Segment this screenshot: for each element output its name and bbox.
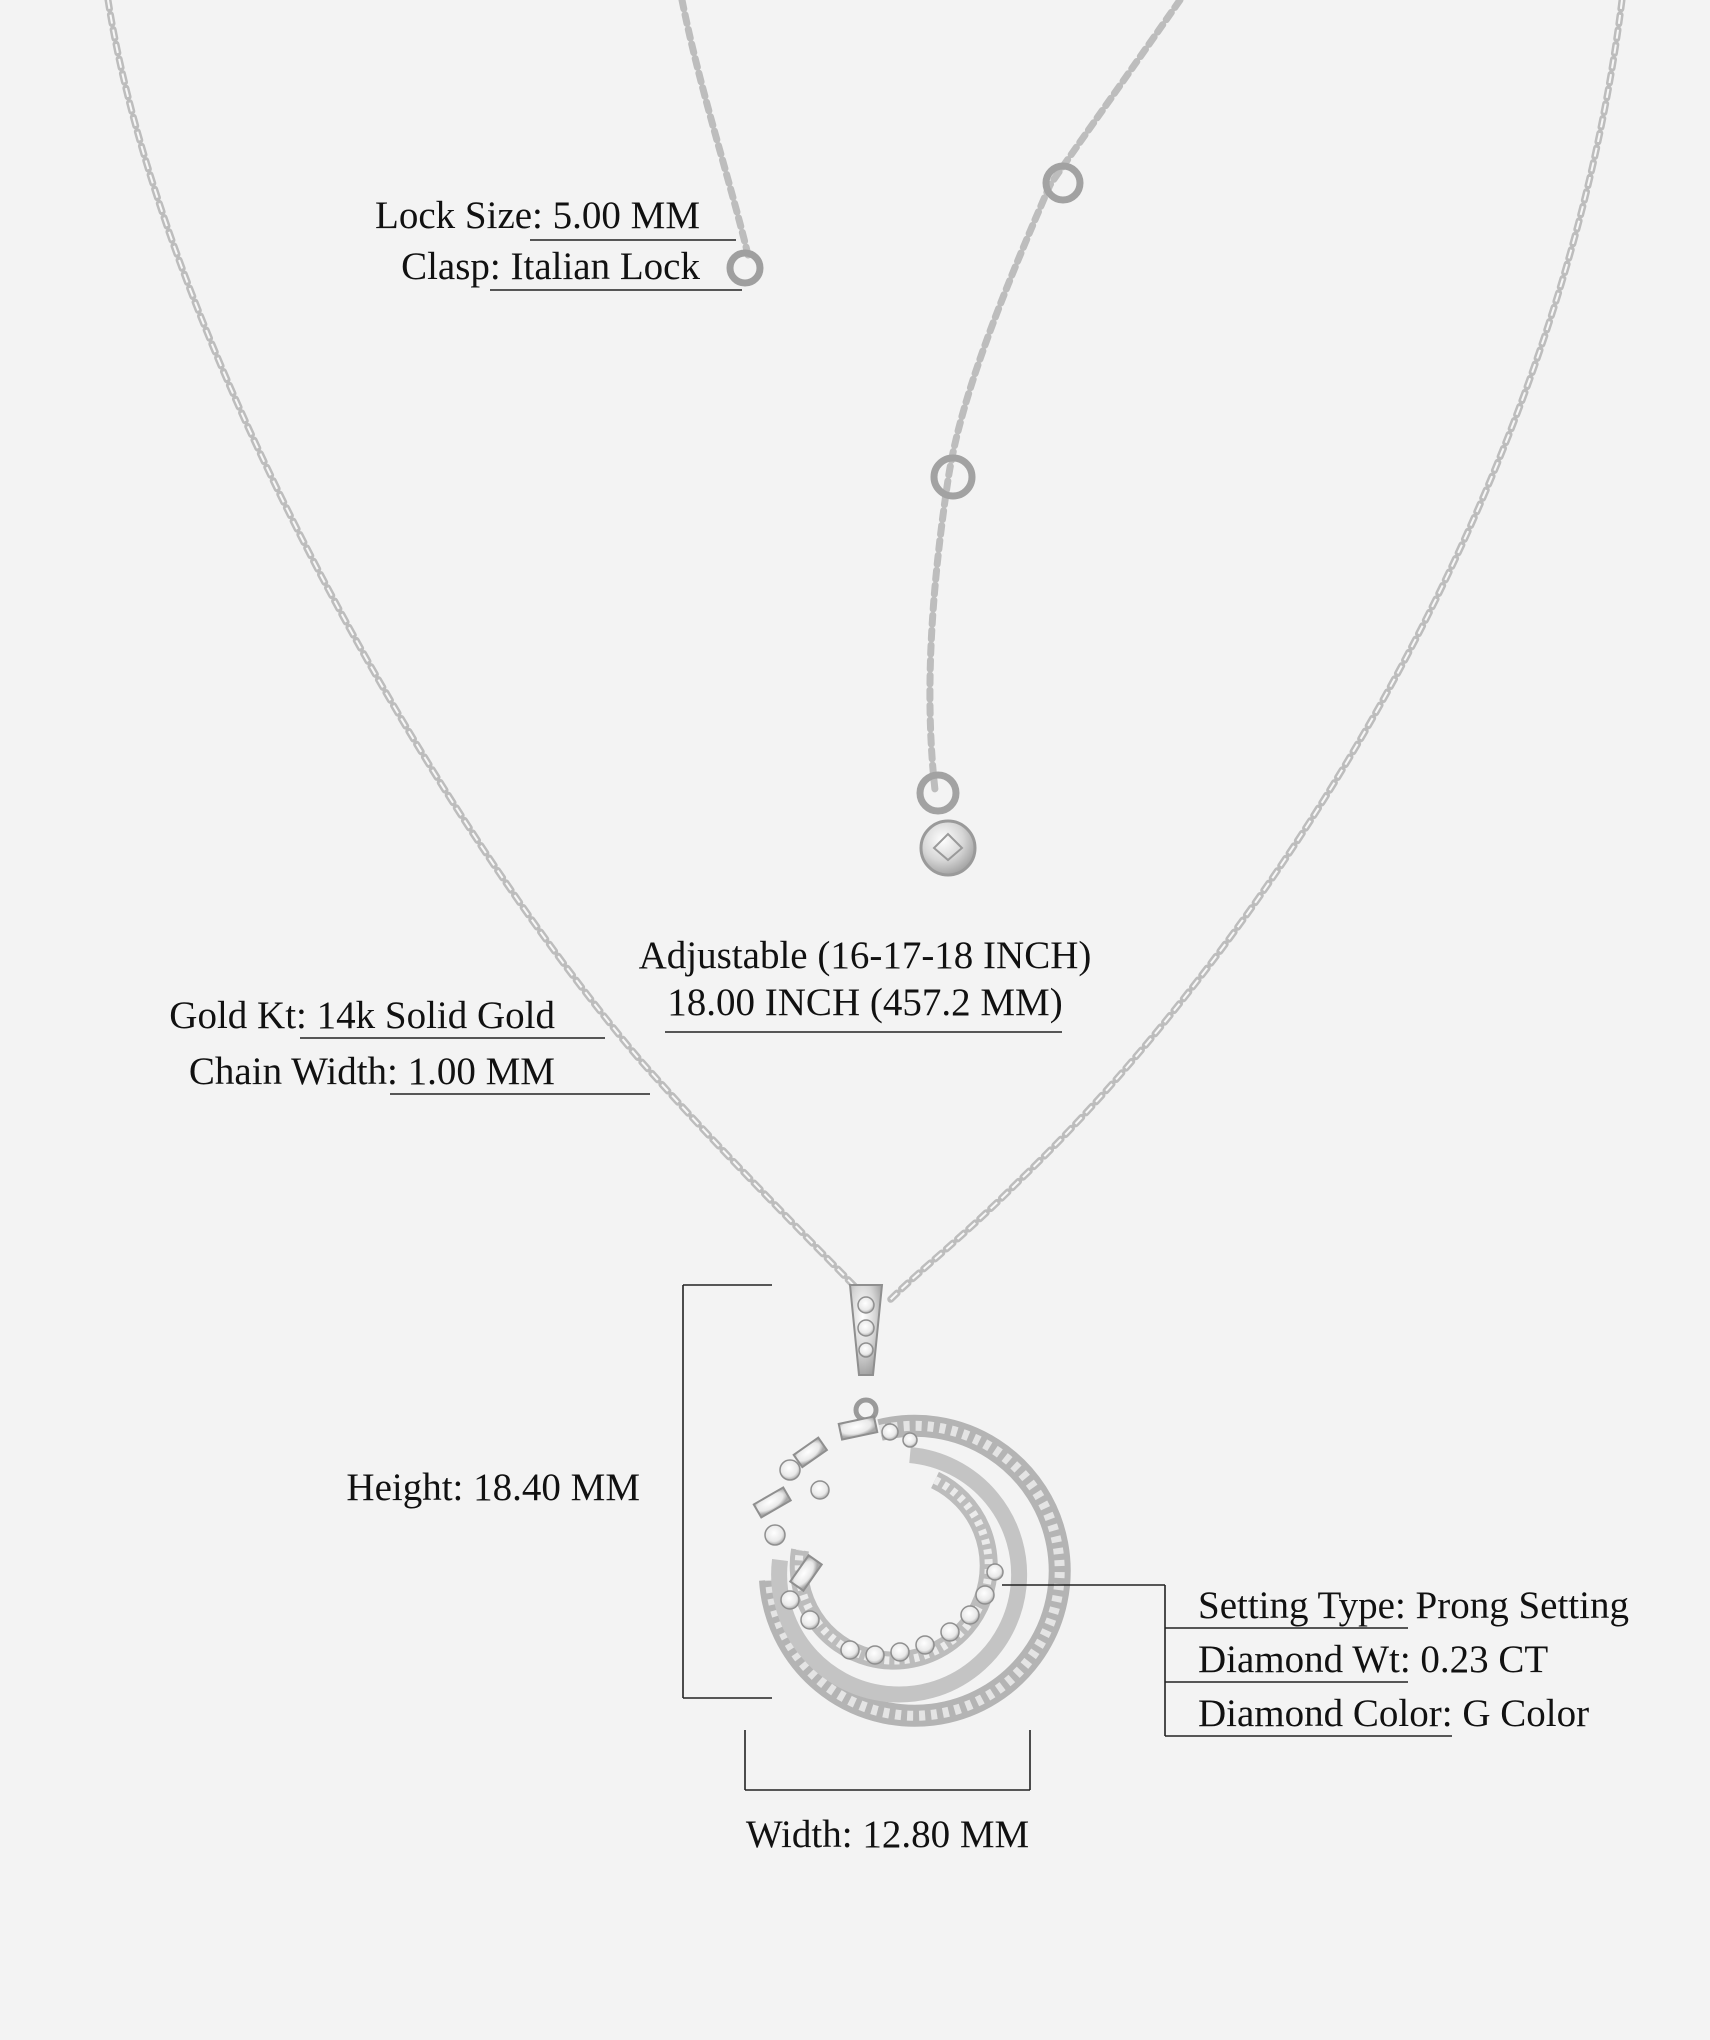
clasp-label: Clasp: Italian Lock [401, 245, 700, 288]
pendant-height-label: Height: 18.40 MM [346, 1466, 640, 1509]
clasp-lock-ring [730, 253, 760, 283]
extension-chain [930, 0, 1180, 790]
adjustable-length-label: Adjustable (16-17-18 INCH) [638, 934, 1092, 977]
chain-width-label: Chain Width: 1.00 MM [188, 1050, 555, 1093]
lock-size-label: Lock Size: 5.00 MM [375, 194, 700, 237]
gold-kt-label: Gold Kt: 14k Solid Gold [169, 994, 555, 1037]
end-tag-disc [921, 821, 975, 875]
extension-ring [934, 458, 972, 496]
diamond-color-label: Diamond Color: G Color [1198, 1692, 1590, 1735]
extension-ring [920, 775, 956, 811]
chain-length-label: 18.00 INCH (457.2 MM) [667, 981, 1063, 1024]
setting-type-label: Setting Type: Prong Setting [1198, 1584, 1629, 1627]
pendant-width-label: Width: 12.80 MM [745, 1813, 1030, 1856]
diamond-weight-label: Diamond Wt: 0.23 CT [1198, 1638, 1549, 1681]
right-chain-strand [890, 0, 1622, 1300]
